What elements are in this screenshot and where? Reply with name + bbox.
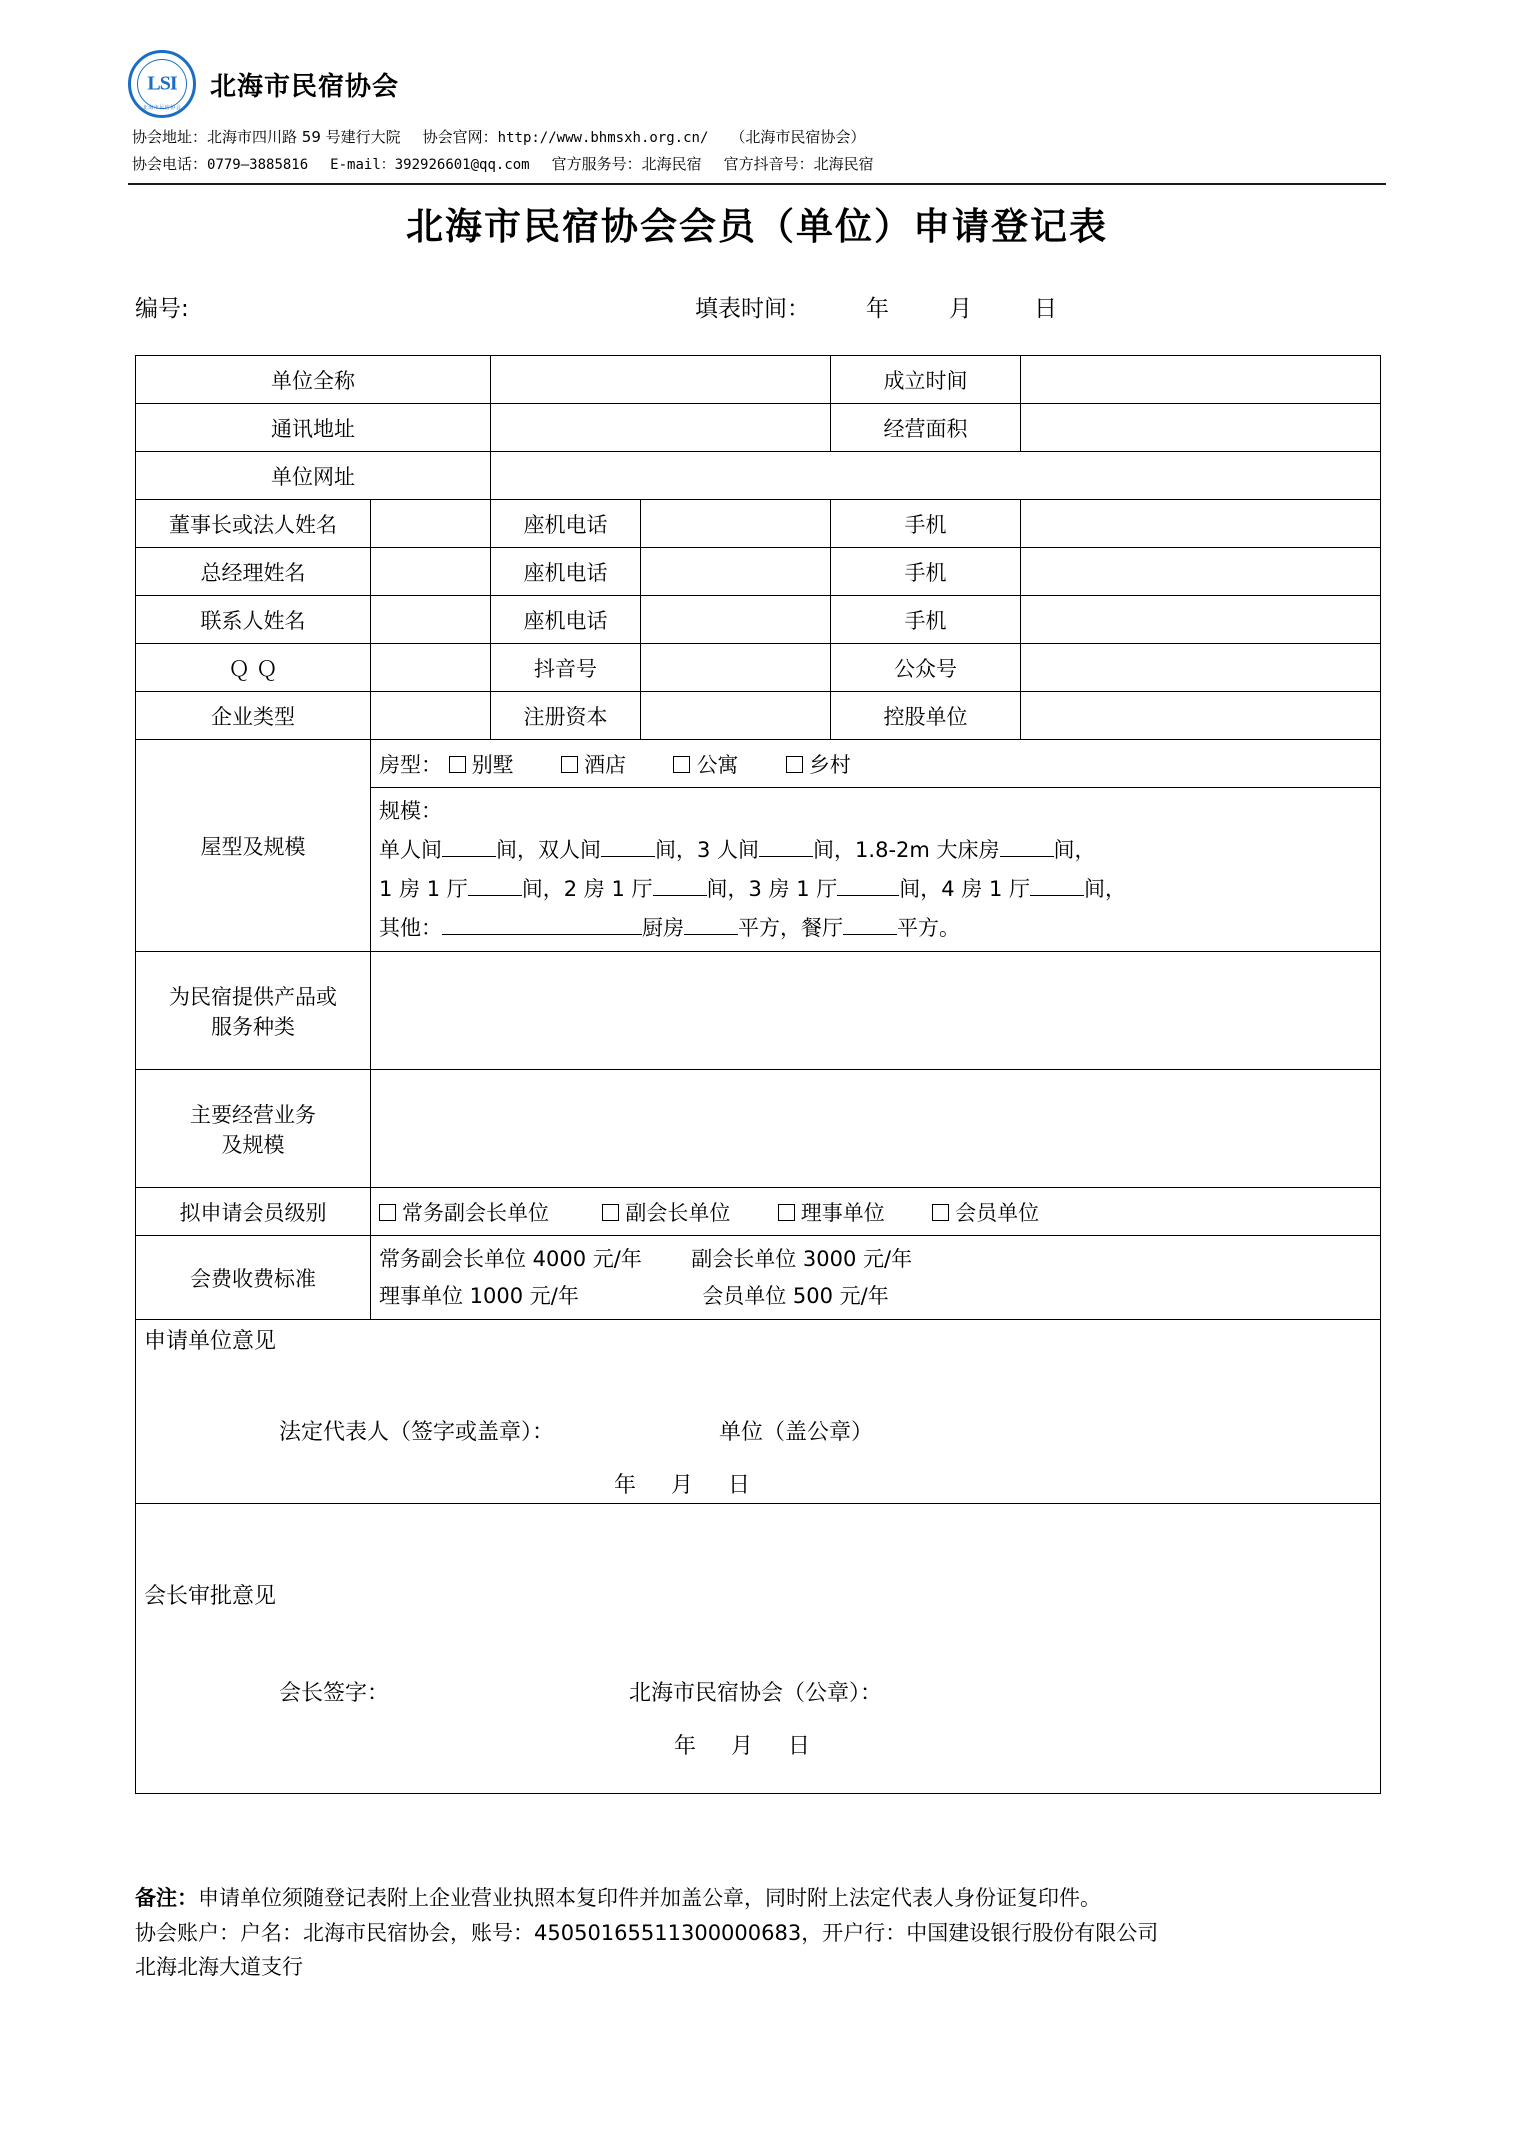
table-row: [136, 952, 1381, 1070]
label-product-service-line2: 服务种类: [211, 1014, 295, 1039]
label-contact-telephone: 座机电话: [491, 596, 641, 644]
field-qq[interactable]: [371, 644, 491, 692]
label-unit-name: 单位全称: [136, 356, 491, 404]
table-row: [136, 404, 1381, 452]
field-found-time[interactable]: [1021, 356, 1381, 404]
scale-1b1h-label: 1 房 1 厅: [379, 876, 468, 901]
checkbox-vice-president-unit[interactable]: [602, 1204, 619, 1221]
applicant-opinion-cell[interactable]: [136, 1320, 1381, 1504]
field-chairman[interactable]: [371, 500, 491, 548]
fee-line-1: [379, 1241, 1372, 1278]
president-opinion-title: 会长审批意见: [144, 1584, 277, 1610]
field-contact-name[interactable]: [371, 596, 491, 644]
label-contact-mobile: 手机: [831, 596, 1021, 644]
president-signature-row: [144, 1676, 1372, 1707]
footer-notes: [135, 1882, 1385, 1986]
fill-date-year: 年: [866, 296, 889, 322]
notes-line-1: [135, 1882, 1385, 1915]
president-signature-label: 会长签字：: [279, 1681, 390, 1707]
scale-4b1h-label: 间，4 房 1 厅: [899, 876, 1030, 901]
table-row: [136, 1504, 1381, 1794]
fee-vice-president: 副会长单位 3000 元/年: [691, 1247, 913, 1272]
checkbox-member-unit[interactable]: [932, 1204, 949, 1221]
scale-label: 规模：: [379, 799, 442, 823]
applicant-legal-rep-label: 法定代表人（签字或盖章）：: [279, 1420, 555, 1446]
table-row: [136, 1188, 1381, 1236]
label-douyin-id: 抖音号: [491, 644, 641, 692]
fee-executive-vice-president: 常务副会长单位 4000 元/年: [379, 1247, 642, 1272]
organization-name: 北海市民宿协会: [210, 71, 400, 102]
address-label: 协会地址：: [132, 128, 208, 146]
association-logo-icon: [128, 50, 196, 118]
table-row: [136, 356, 1381, 404]
fee-standard-content: [371, 1236, 1381, 1320]
label-contact-name: 联系人姓名: [136, 596, 371, 644]
table-row: [136, 692, 1381, 740]
field-main-business[interactable]: [371, 1070, 1381, 1188]
scale-line-2: [379, 870, 1372, 909]
field-unit-website[interactable]: [491, 452, 1381, 500]
label-product-service-line1: 为民宿提供产品或: [169, 984, 337, 1009]
field-douyin-id[interactable]: [641, 644, 831, 692]
field-enterprise-type[interactable]: [371, 692, 491, 740]
logo-mark-text: LSI: [147, 72, 177, 95]
field-business-area[interactable]: [1021, 404, 1381, 452]
applicant-date-label: 年 月 日: [614, 1473, 764, 1499]
notes-text-1: 申请单位须随登记表附上企业营业执照本复印件并加盖公章，同时附上法定代表人身份证复印件。: [198, 1886, 1101, 1910]
phone-label: 协会电话：: [132, 154, 208, 173]
member-level-option-2: 理事单位: [800, 1200, 885, 1225]
scale-2b1h-label: 间，2 房 1 厅: [521, 876, 653, 901]
checkbox-apartment[interactable]: [673, 756, 690, 773]
notes-line-2: 协会账户：户名：北海市民宿协会，账号：45050165511300000683，开户行：中国建设银行股份有限公司: [135, 1920, 1159, 1945]
service-value: 北海民宿: [641, 154, 702, 173]
applicant-unit-seal-label: 单位（盖公章）: [719, 1420, 874, 1446]
fill-date-day: 日: [1034, 296, 1057, 322]
label-roomtype-scale: 屋型及规模: [136, 740, 371, 952]
fee-line-2: [379, 1278, 1372, 1315]
table-row: [136, 452, 1381, 500]
email-value: 392926601@qq.com: [394, 156, 530, 173]
checkbox-director-unit[interactable]: [778, 1204, 795, 1221]
checkbox-executive-vice-president-unit[interactable]: [379, 1204, 396, 1221]
website-note: （北海市民宿协会）: [730, 128, 866, 146]
scale-line3-tail: 平方。: [897, 915, 960, 940]
checkbox-villa[interactable]: [449, 756, 466, 773]
table-row: [136, 596, 1381, 644]
fill-date-label: 填表时间：: [695, 296, 810, 322]
checkbox-hotel[interactable]: [561, 756, 578, 773]
field-contact-mobile[interactable]: [1021, 596, 1381, 644]
roomtype-option-hotel: 酒店: [584, 752, 627, 777]
president-opinion-cell[interactable]: [136, 1504, 1381, 1794]
fee-member: 会员单位 500 元/年: [702, 1283, 889, 1308]
website-value: http://www.bhmsxh.org.cn/: [497, 130, 709, 146]
scale-line1-tail: 间，: [1053, 837, 1096, 862]
scale-bigbed-room-label: 间，1.8-2m 大床房: [813, 837, 1000, 862]
header-contact-block: [132, 124, 1386, 177]
douyin-label: 官方抖音号：: [723, 154, 814, 173]
president-date-label: 年 月 日: [674, 1734, 824, 1760]
label-enterprise-type: 企业类型: [136, 692, 371, 740]
header-line-phone: [132, 151, 1386, 178]
header-line-address: [132, 124, 1386, 151]
label-gm-telephone: 座机电话: [491, 548, 641, 596]
table-row: [136, 1236, 1381, 1320]
fill-date-month: 月: [949, 296, 972, 322]
label-product-service: [136, 952, 371, 1070]
field-mail-address[interactable]: [491, 404, 831, 452]
label-registered-capital: 注册资本: [491, 692, 641, 740]
table-row: [136, 1320, 1381, 1504]
scale-detail-cell[interactable]: [371, 788, 1381, 952]
table-row: [136, 644, 1381, 692]
table-row: [136, 548, 1381, 596]
member-level-option-0: 常务副会长单位: [402, 1200, 549, 1225]
scale-kitchen-label: 厨房: [642, 915, 684, 940]
table-row: [136, 500, 1381, 548]
field-contact-telephone[interactable]: [641, 596, 831, 644]
logo-arc-text: 北海市民宿协会: [142, 106, 182, 111]
document-header: [128, 50, 1386, 185]
label-chairman-mobile: 手机: [831, 500, 1021, 548]
field-holding-unit[interactable]: [1021, 692, 1381, 740]
roomtype-option-apartment: 公寓: [696, 752, 739, 777]
label-gm-mobile: 手机: [831, 548, 1021, 596]
website-label: 协会官网：: [422, 128, 498, 146]
label-holding-unit: 控股单位: [831, 692, 1021, 740]
applicant-signature-row: [144, 1415, 1372, 1446]
phone-value: 0779—3885816: [207, 156, 309, 173]
scale-label-line: [379, 792, 1372, 831]
label-main-business-line1: 主要经营业务: [190, 1102, 316, 1127]
member-level-option-1: 副会长单位: [625, 1200, 731, 1225]
applicant-opinion-title: 申请单位意见: [144, 1329, 277, 1355]
roomtype-options-row: [371, 740, 1381, 788]
scale-triple-room-label: 间，3 人间: [655, 837, 760, 862]
label-chairman: 董事长或法人姓名: [136, 500, 371, 548]
email-label: E-mail：: [330, 156, 395, 173]
table-row: [136, 1070, 1381, 1188]
label-gm-name: 总经理姓名: [136, 548, 371, 596]
label-public-id: 公众号: [831, 644, 1021, 692]
member-level-option-3: 会员单位: [955, 1200, 1040, 1225]
association-seal-label: 北海市民宿协会（公章）：: [629, 1681, 883, 1707]
form-meta-row: [135, 290, 1375, 323]
field-unit-name[interactable]: [491, 356, 831, 404]
field-registered-capital[interactable]: [641, 692, 831, 740]
scale-line-1: [379, 831, 1372, 870]
label-main-business-line2: 及规模: [221, 1132, 285, 1157]
label-business-area: 经营面积: [831, 404, 1021, 452]
page-title: 北海市民宿协会会员（单位）申请登记表: [406, 205, 1108, 248]
scale-3b1h-label: 间，3 房 1 厅: [706, 876, 838, 901]
label-found-time: 成立时间: [831, 356, 1021, 404]
field-gm-mobile[interactable]: [1021, 548, 1381, 596]
scale-double-room-label: 间，双人间: [496, 837, 601, 862]
service-label: 官方服务号：: [551, 154, 642, 173]
scale-dining-label: 平方，餐厅: [738, 915, 843, 940]
field-chairman-telephone[interactable]: [641, 500, 831, 548]
field-gm-name[interactable]: [371, 548, 491, 596]
label-mail-address: 通讯地址: [136, 404, 491, 452]
checkbox-countryside[interactable]: [786, 756, 803, 773]
roomtype-option-countryside: 乡村: [808, 752, 851, 777]
fee-director: 理事单位 1000 元/年: [379, 1283, 579, 1308]
notes-label: 备注：: [135, 1886, 198, 1910]
field-chairman-mobile[interactable]: [1021, 500, 1381, 548]
roomtype-prefix: 房型：: [379, 752, 442, 777]
address-value: 北海市四川路 59 号建行大院: [207, 128, 401, 146]
fill-date-group: [695, 290, 1057, 323]
label-fee-standard: 会费收费标准: [136, 1236, 371, 1320]
label-member-level: 拟申请会员级别: [136, 1188, 371, 1236]
roomtype-option-villa: 别墅: [471, 752, 514, 777]
label-unit-website: 单位网址: [136, 452, 491, 500]
application-form-table: [135, 355, 1381, 1794]
member-level-options: [371, 1188, 1381, 1236]
field-public-id[interactable]: [1021, 644, 1381, 692]
label-main-business: [136, 1070, 371, 1188]
header-top-row: [128, 50, 1386, 118]
serial-number-label: 编号:: [135, 296, 189, 322]
scale-line2-tail: 间，: [1084, 876, 1126, 901]
notes-line-3: 北海北海大道支行: [135, 1955, 303, 1980]
label-chairman-telephone: 座机电话: [491, 500, 641, 548]
scale-line-3: [379, 909, 1372, 948]
label-qq: Ｑ Ｑ: [136, 644, 371, 692]
field-gm-telephone[interactable]: [641, 548, 831, 596]
table-row: [136, 740, 1381, 788]
douyin-value: 北海民宿: [813, 154, 874, 173]
scale-single-room-label: 单人间: [379, 837, 442, 862]
scale-other-label: 其他：: [379, 915, 442, 940]
field-product-service[interactable]: [371, 952, 1381, 1070]
